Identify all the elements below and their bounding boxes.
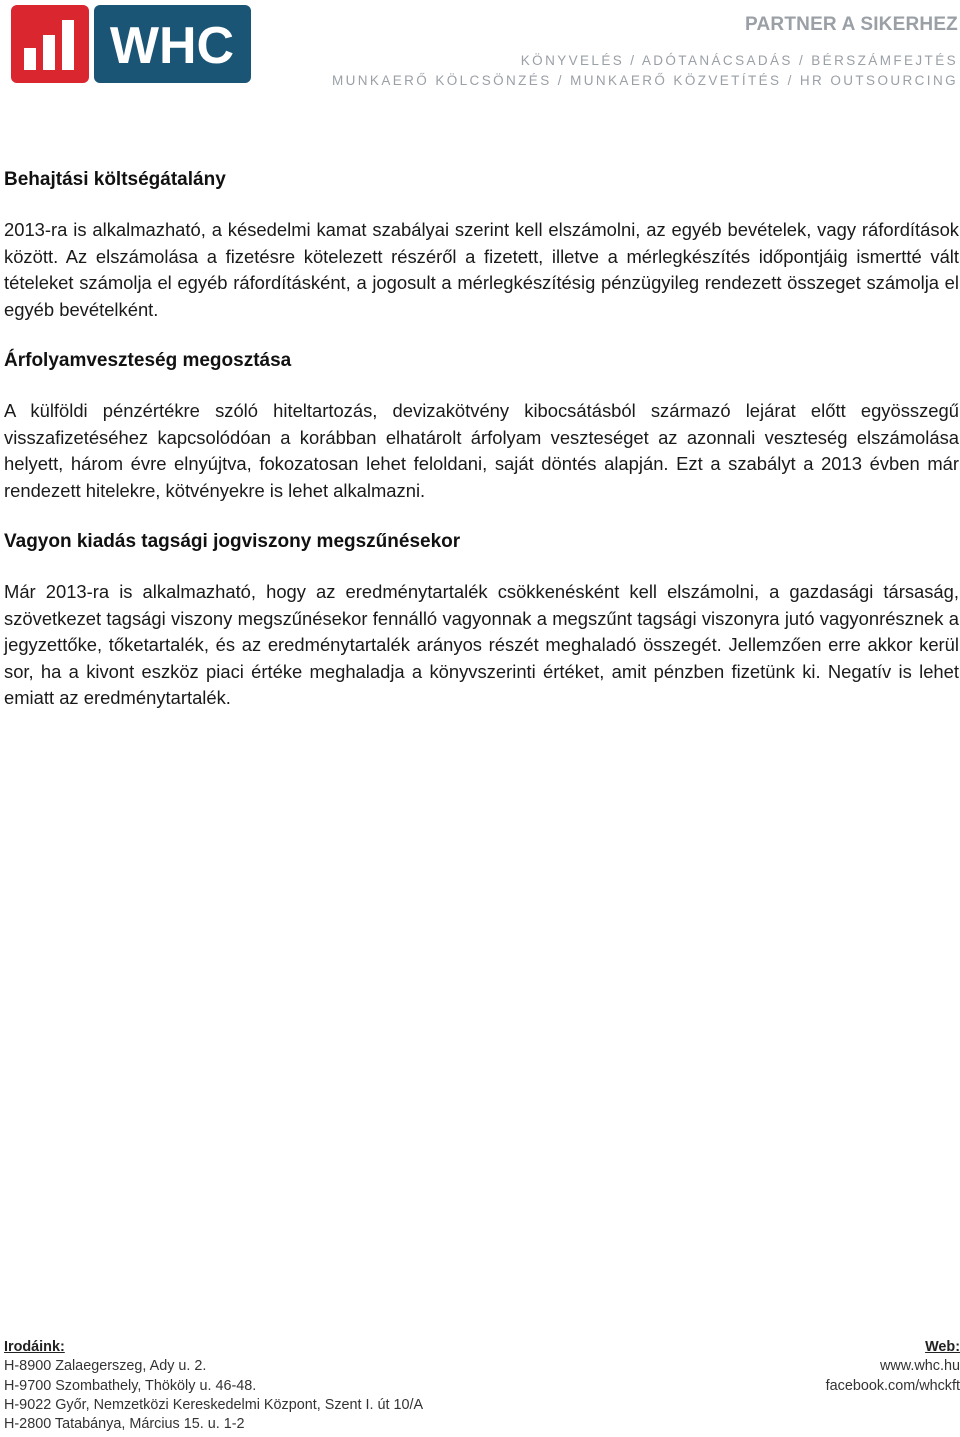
office-address: H-9022 Győr, Nemzetközi Kereskedelmi Központ, Szent I. út 10/A bbox=[4, 1396, 424, 1413]
office-address: H-9700 Szombathely, Thököly u. 46-48. bbox=[4, 1377, 257, 1394]
tagline: PARTNER A SIKERHEZ bbox=[745, 14, 958, 35]
section-paragraph: Már 2013-ra is alkalmazható, hogy az eredménytartalék csökkenésként kell elszámolni, a gazdasági társaság, szövetkezet tagsági viszony megszűnésekor fennálló vagyonnak a megszűnt tagsági viszonyra jutó vagyonrésznek a jegyzettőke, tőketartalék, és az eredménytartalék arányos részét meghaladó összegét. Jellemzően erre akkor kerül sor, ha a kivont eszköz piaci értéke meghaladja a könyvszerinti értéket, amit pénzben fizetünk ki. Negatív is lehet emiatt az eredménytartalék. bbox=[4, 581, 959, 708]
section-title: Vagyon kiadás tagsági jogviszony megszűnésekor bbox=[4, 531, 461, 552]
section-title: Behajtási költségátalány bbox=[4, 169, 226, 190]
web-heading: Web: bbox=[925, 1339, 960, 1355]
whc-logo-icon bbox=[11, 5, 251, 83]
services-line-1: KÖNYVELÉS / ADÓTANÁCSADÁS / BÉRSZÁMFEJTÉS bbox=[520, 53, 958, 68]
facebook-link[interactable]: facebook.com/whckft bbox=[825, 1377, 960, 1394]
section-paragraph: 2013-ra is alkalmazható, a késedelmi kamat szabályai szerint kell elszámolni, az egyéb bevételek, vagy ráfordítások között. Az elszámolása a fizetésre kötelezett részéről a fizetett, illetve a mérlegkészítés időpontjáig ismertté vált tételeket számolja el egyéb ráfordításként, a jogosult a mérlegkészítésig pénzügyileg rendezett összeget számolja el egyéb bevételként. bbox=[4, 219, 959, 320]
office-address: H-2800 Tatabánya, Március 15. u. 1-2 bbox=[4, 1416, 245, 1433]
page-header bbox=[0, 0, 960, 100]
logo-text: WHC bbox=[109, 17, 235, 75]
whc-logo bbox=[11, 5, 251, 83]
section-title: Árfolyamveszteség megosztása bbox=[4, 350, 292, 371]
document-body bbox=[4, 166, 959, 736]
website-link[interactable]: www.whc.hu bbox=[880, 1358, 960, 1375]
section-vagyon bbox=[4, 528, 959, 712]
section-arfolyam bbox=[4, 347, 959, 504]
offices-block bbox=[4, 1338, 423, 1434]
section-paragraph: A külföldi pénzértékre szóló hiteltartozás, devizakötvény kibocsátásból származó lejárat előtt egyösszegű visszafizetéséhez kapcsolódóan a korábban elhatárolt árfolyam veszteséget az azonnali veszteség elszámolása helyett, három évre elnyújtva, fokozatosan lehet feloldani, saját döntés alapján. Ezt a szabályt a 2013 évben már rendezett hitelekre, kötvényekre is lehet alkalmazni. bbox=[4, 400, 959, 501]
section-behajtasi bbox=[4, 166, 959, 323]
office-address: H-8900 Zalaegerszeg, Ady u. 2. bbox=[4, 1358, 207, 1375]
services-list bbox=[332, 51, 958, 91]
web-block bbox=[826, 1338, 960, 1396]
services-line-2: MUNKAERŐ KÖLCSÖNZÉS / MUNKAERŐ KÖZVETÍTÉS / HR OUTSOURCING bbox=[331, 73, 958, 88]
offices-heading: Irodáink: bbox=[4, 1339, 65, 1355]
